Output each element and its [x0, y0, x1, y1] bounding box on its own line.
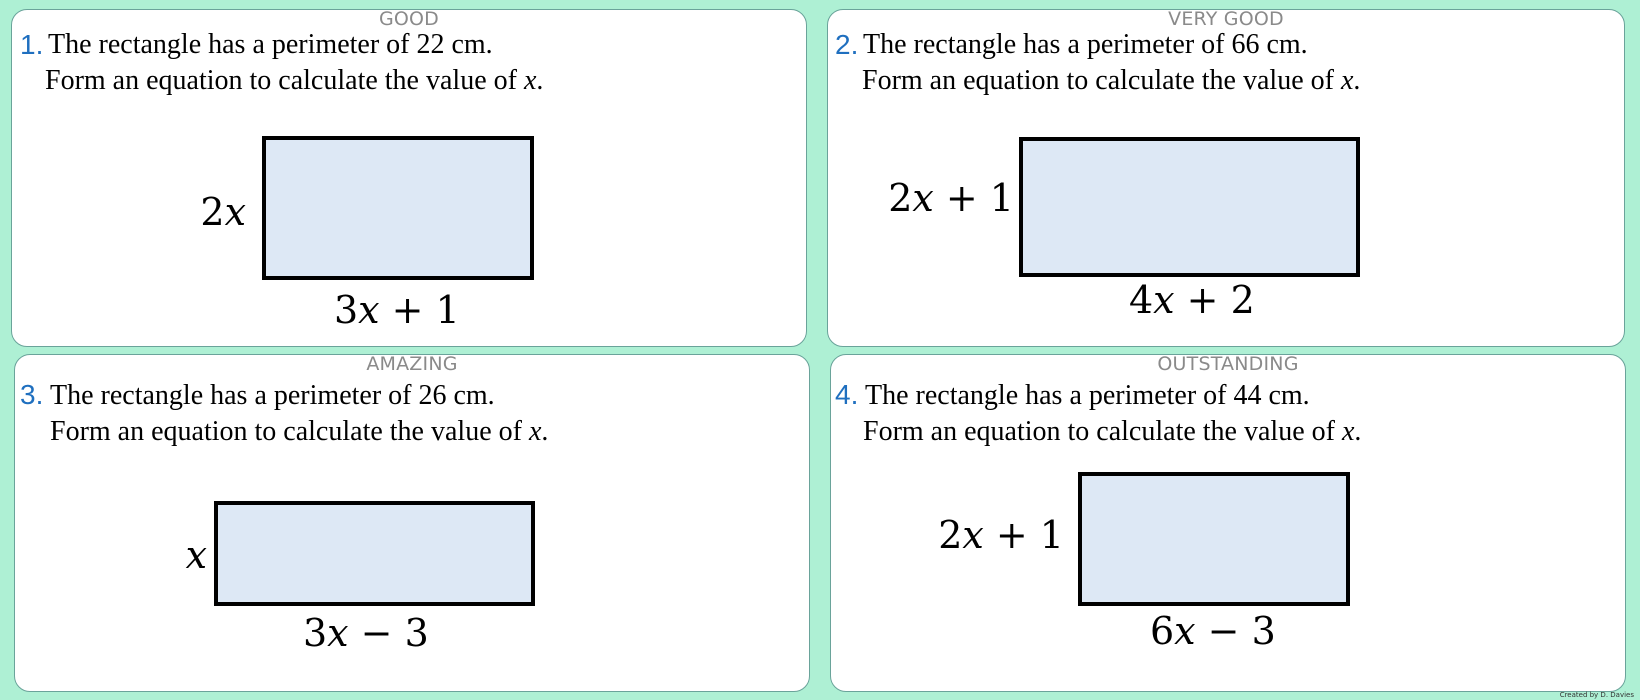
- line2-suffix: .: [536, 65, 544, 96]
- variable-x: x: [523, 65, 537, 96]
- credit-text: Created by D. Davies: [1559, 691, 1634, 699]
- variable-x: x: [1341, 416, 1355, 447]
- question-text-line1: The rectangle has a perimeter of 66 cm.: [863, 29, 1308, 60]
- question-card-3: [14, 354, 810, 692]
- line2-suffix: .: [1353, 65, 1361, 96]
- question-text-line1: The rectangle has a perimeter of 44 cm.: [865, 380, 1310, 411]
- question-text-line2: [862, 65, 1360, 97]
- line2-prefix: Form an equation to calculate the value of: [45, 65, 524, 96]
- side-length-label: 2𝑥: [200, 190, 246, 234]
- line2-suffix: .: [541, 416, 549, 447]
- difficulty-level: AMAZING: [366, 353, 458, 375]
- question-text-line2: [45, 65, 543, 97]
- difficulty-level: OUTSTANDING: [1157, 353, 1299, 375]
- line2-prefix: Form an equation to calculate the value of: [862, 65, 1341, 96]
- bottom-length-label: 3𝑥 − 3: [303, 611, 429, 655]
- variable-x: x: [528, 416, 542, 447]
- question-text-line1: The rectangle has a perimeter of 26 cm.: [50, 380, 495, 411]
- question-card-2: [827, 9, 1625, 347]
- line2-suffix: .: [1354, 416, 1362, 447]
- question-number: 1.: [20, 29, 44, 60]
- line2-prefix: Form an equation to calculate the value of: [863, 416, 1342, 447]
- line2-prefix: Form an equation to calculate the value of: [50, 416, 529, 447]
- question-text-line1: The rectangle has a perimeter of 22 cm.: [48, 29, 493, 60]
- bottom-length-label: 4𝑥 + 2: [1129, 278, 1255, 322]
- question-number: 3.: [20, 379, 44, 410]
- rectangle-diagram: [1019, 137, 1360, 277]
- question-number: 4.: [835, 379, 859, 410]
- question-card-1: [11, 9, 807, 347]
- side-length-label: 2𝑥 + 1: [888, 176, 1014, 220]
- question-card-4: [830, 354, 1626, 692]
- question-text-line2: [50, 416, 548, 448]
- question-text-line2: [863, 416, 1361, 448]
- side-length-label: 2𝑥 + 1: [938, 513, 1064, 557]
- question-number: 2.: [835, 29, 859, 60]
- rectangle-diagram: [1078, 472, 1350, 606]
- rectangle-diagram: [214, 501, 535, 606]
- rectangle-diagram: [262, 136, 534, 280]
- difficulty-level: GOOD: [378, 8, 440, 30]
- bottom-length-label: 6𝑥 − 3: [1150, 609, 1276, 653]
- side-length-label: 𝑥: [185, 533, 207, 577]
- bottom-length-label: 3𝑥 + 1: [334, 288, 460, 332]
- variable-x: x: [1340, 65, 1354, 96]
- difficulty-level: VERY GOOD: [1168, 8, 1284, 30]
